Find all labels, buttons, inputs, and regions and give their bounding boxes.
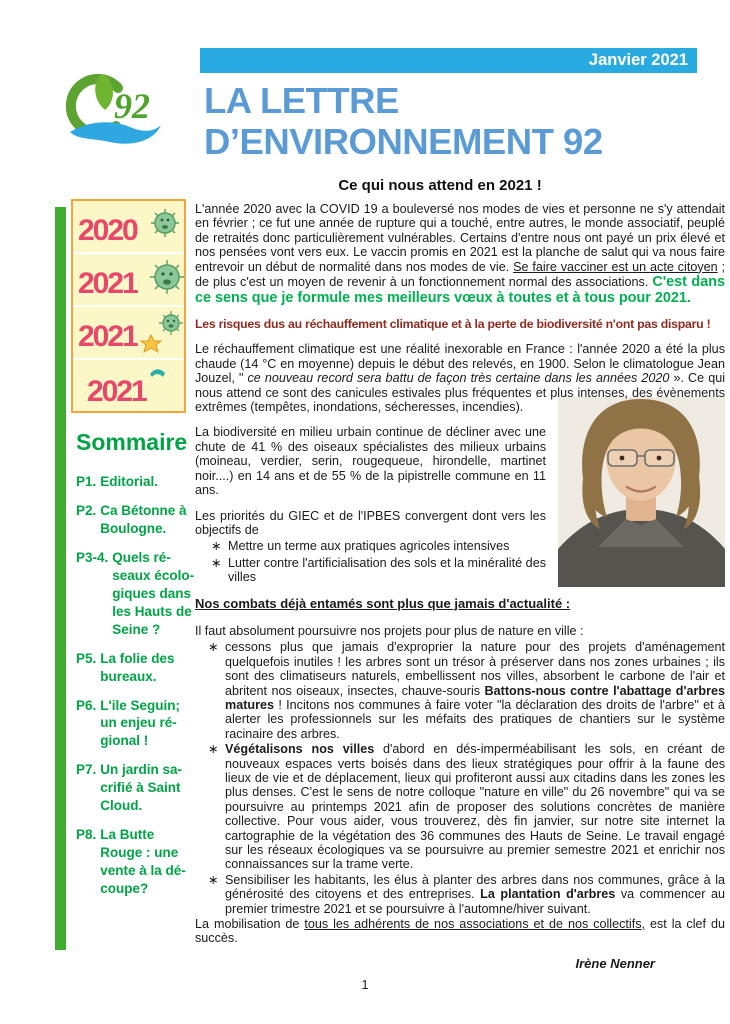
underlined-phrase-vaccin: Se faire vacciner est un acte citoyen	[513, 259, 718, 274]
sommaire-item-p8[interactable]	[76, 826, 195, 898]
jouzel-quote: ce nouveau record sera battu de façon très certaine dans les années 2020	[247, 371, 670, 386]
underlined-phrase-adherents: tous les adhérents de nos associations et de nos collectifs,	[304, 917, 645, 932]
page-number: 1	[361, 977, 369, 992]
sommaire-item-text: Quels réseaux écologiques dans les Hauts de Seine ?	[112, 549, 195, 637]
paragraph-text: Le réchauffement climatique est une réalité inexorable en France : l'année 2020 a été la plus chaude (14 °C en moyenne) depuis le début des relevés, en 1900. Selon le climatologue Jean Jouzel, "	[195, 342, 725, 386]
sommaire-item-text: L'ile Seguin; un enjeu régional !	[100, 697, 180, 749]
sommaire-page-label: P2.	[76, 502, 97, 518]
sommaire-item-text: Ca Bétonne à Boulogne.	[100, 502, 187, 536]
bullet-text: Sensibiliser les habitants, les élus à planter des arbres dans nos communes, grâce à la générosité des citoyens et des entreprises.	[225, 872, 725, 902]
bold-vegetalisons: Végétalisons nos villes	[225, 742, 375, 757]
bold-abattage-arbres: Battons-nous contre l'abattage d'arbres matures	[225, 683, 725, 712]
left-accent-bar	[55, 207, 66, 950]
editorial-column	[195, 202, 725, 971]
heading-risques-climat: Les risques dus au réchauffement climatique et à la perte de biodiversité n'ont pas disparu !	[195, 317, 711, 332]
title-line2: D’ENVIRONNEMENT 92	[204, 121, 603, 162]
bullet-text: va commencer au premier trimestre 2021 et se poursuivre à l'automne/hiver suivant.	[225, 887, 726, 916]
sommaire-item-text: La Butte Rouge : une vente à la découpe?	[100, 827, 186, 897]
paragraph-text: ». Ce qui nous attend ce sont des canicules estivales plus fréquentes et plus intenses, des évènements extrêmes (tempêtes, inondations, sécheresses, incendies).	[195, 371, 726, 415]
sommaire-item-p3-4[interactable]	[76, 549, 195, 639]
asterisk-bullet-icon: ∗	[208, 742, 219, 757]
editorial-paragraph-1	[195, 202, 725, 306]
title-line1: LA LETTRE	[204, 80, 399, 121]
new-year-wishes: C'est dans ce sens que je formule mes meilleurs vœux à toutes et à tous pour 2021.	[195, 274, 726, 307]
comic-panel-4	[73, 360, 184, 411]
lead-heading: Ce qui nous attend en 2021 !	[338, 177, 542, 194]
bullet-sensibiliser	[195, 873, 725, 916]
sommaire-item-p6[interactable]	[76, 697, 195, 751]
bullet-text: d'abord en dés-imperméabilisant les sols, en créant de nouveaux espaces verts boisés dans des lieux stratégiques pour offrir à la faune des lieux de vie et de déplacement, lieux qui profiteront aussi aux citadins dans les zones les plus denses. C'est le sens de notre colloque "nature en ville" du 26 novembre" qui va se poursuivre au printemps 2021 afin de proposer des solutions concrètes de manière collective. Pour vous aider, vous trouverez, dès fin janvier, sur notre site internet la cartographie de la végétation des 36 communes des Hauts de Seine. Le travail engagé sur les réseaux écologiques va se poursuivre au premier semestre 2021 et enrichir nos connaissances sur la trame verte.	[225, 742, 725, 872]
environnement92-logo	[62, 70, 166, 154]
asterisk-bullet-icon: ∗	[208, 872, 219, 887]
comic-year-1: 2020	[78, 214, 137, 247]
goal-text: Mettre un terme aux pratiques agricoles intensives	[228, 539, 510, 554]
sommaire-page-label: P1.	[76, 474, 97, 489]
asterisk-bullet-icon: ∗	[208, 640, 219, 655]
sommaire-item-p1[interactable]	[76, 473, 195, 491]
paragraph-text: ; de plus c'est un moyen de revenir à un fonctionnement normal des associations.	[195, 259, 725, 290]
comic-panel-1	[73, 201, 184, 252]
paragraph-text: est la clef du succès.	[195, 917, 725, 946]
comic-year-4: 2021	[87, 375, 146, 408]
portrait-photo	[558, 397, 725, 587]
sommaire-page-label: P6.	[76, 697, 97, 713]
sommaire-item-text: Editorial.	[100, 474, 159, 489]
bullet-text: ! Incitons nos communes à faire voter "la déclaration des droits de l'arbre" et à alerter les professionnels sur les méfaits des pratiques de chantiers sur le système racinaire des arbres.	[225, 697, 725, 741]
giec-ipbes-paragraph: Les priorités du GIEC et de l'IPBES convergent dont vers les objectifs de	[195, 508, 546, 537]
goal-item	[195, 539, 546, 553]
sommaire-sidebar	[76, 429, 195, 909]
sommaire-title: Sommaire	[76, 429, 188, 455]
sommaire-page-label: P7.	[76, 762, 97, 778]
issue-date-bar: Janvier 2021	[200, 48, 697, 73]
paragraph-text: La mobilisation de	[195, 917, 305, 932]
bullet-vegetalisons	[195, 742, 725, 872]
comic-year-2: 2021	[78, 267, 137, 300]
bullet-arbres	[195, 640, 725, 741]
biodiversity-paragraph: La biodiversité en milieu urbain continue de décliner avec une chute de 41 % des oiseaux spécialistes des milieux urbains (moineau, verdier, serin, rougequeue, hirondelle, martinet noir....) en 14 ans et de 55 % de la pipistrelle commune en 11 ans.	[195, 425, 546, 498]
closing-paragraph	[195, 917, 725, 946]
sommaire-page-label: P8.	[76, 827, 97, 843]
goal-text: Lutter contre l'artificialisation des sols et la minéralité des villes	[228, 555, 546, 585]
asterisk-bullet-icon: ∗	[211, 555, 222, 570]
sommaire-item-p7[interactable]	[76, 761, 195, 815]
logo-number: 92	[114, 86, 150, 126]
projects-bullet-list	[195, 640, 725, 916]
asterisk-bullet-icon: ∗	[211, 539, 222, 554]
nature-en-ville-intro: Il faut absolument poursuivre nos projets pour plus de nature en ville :	[195, 623, 584, 638]
sommaire-item-text: Un jardin sacrifié à Saint Cloud.	[100, 762, 183, 814]
sommaire-item-p5[interactable]	[76, 650, 195, 686]
newsletter-title	[204, 80, 603, 162]
goal-item	[195, 556, 546, 585]
sommaire-item-text: La folie des bureaux.	[100, 650, 175, 684]
comic-year-3: 2021	[78, 320, 137, 353]
author-signature: Irène Nenner	[575, 955, 655, 971]
bold-plantation-arbres: La plantation d'arbres	[480, 887, 616, 902]
paragraph-text: L'année 2020 avec la COVID 19 a bouleversé nos modes de vies et personne ne s'y attendait en février ; ce fut une année de rupture qui a touché, entre autres, le monde associatif, peuplé de retraités donc particulièrement vulnérables. Certains d'entre nous ont payé un prix élevé et nos pensées vont vers eux. Le vaccin promis en 2021 est la planche de salut qui va nous faire entrevoir un début de normalité dans nos modes de vie.	[195, 202, 725, 274]
comic-panel-2	[73, 254, 184, 305]
sommaire-page-label: P5.	[76, 650, 97, 666]
leaf-logo-icon	[62, 70, 166, 154]
bullet-text: cessons plus que jamais d'exproprier la nature pour des projets d'aménagement quelquefois inutiles ! les arbres sont un trésor à préserver dans nos zones urbaines ; ils sont des climatiseurs naturels, embellissent nos villes, absorbent le carbone de l'air et abritent nos oiseaux, insectes, chauve-souris	[225, 640, 725, 698]
sommaire-item-p2[interactable]	[76, 502, 195, 538]
biodiversity-section	[195, 425, 725, 610]
comic-panel-3	[73, 307, 184, 358]
heading-nos-combats: Nos combats déjà entamés sont plus que jamais d'actualité :	[195, 595, 571, 611]
sommaire-page-label: P3-4.	[76, 549, 109, 565]
year-comic-strip	[71, 199, 186, 413]
